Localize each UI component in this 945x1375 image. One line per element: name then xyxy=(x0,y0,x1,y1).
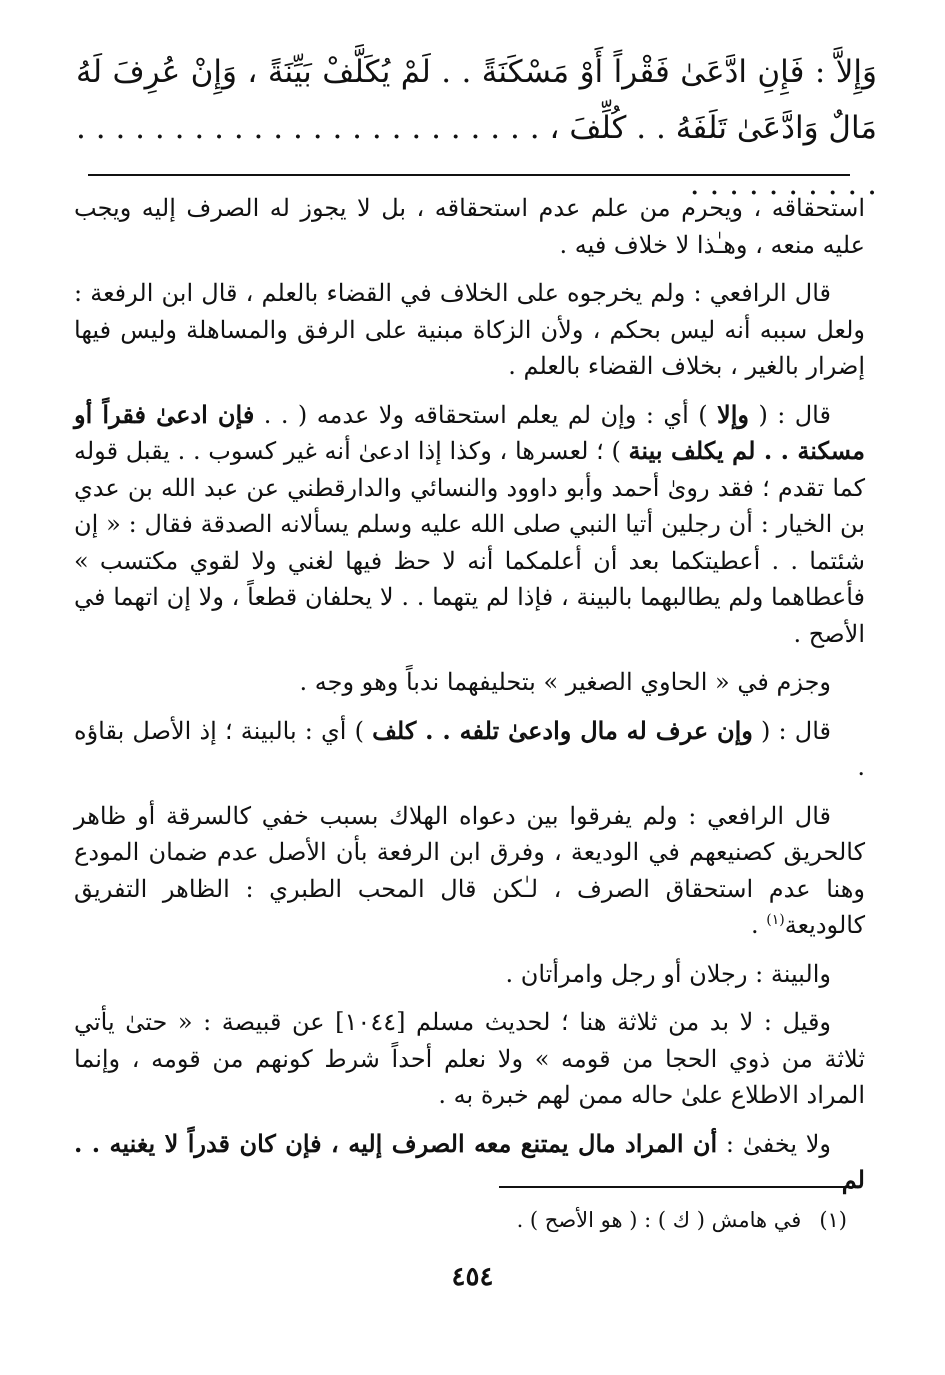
paragraph-3-text-2: ) ؛ لعسرها ، وكذا إذا ادعىٰ أنه غير كسوب . . يقبل قوله كما تقدم ؛ فقد روىٰ أحمد وأبو داوود والنسائي والدارقطني عن عبد الله بن عدي بن الخيار : أن رجلين أتيا النبي صلى الله عليه وسلم يسألانه الصدقة فقال : « إن شئتما . . أعطيتكما بعد أن أعلمكما أنه لا حظ فيها لغني ولا لقوي مكتسب » فأعطاهما ولم يطالبهما بالبينة ، فإذا لم يتهما . . لا يحلفان قطعاً ، ولا إن اتهما في الأصح . xyxy=(74,437,865,648)
commentary-paragraph-1: استحقاقه ، ويحرم من علم عدم استحقاقه ، بل لا يجوز له الصرف إليه ويجب عليه منعه ، وهـٰذا لا خلاف فيه . xyxy=(74,194,865,259)
commentary-paragraph-5 xyxy=(74,713,865,786)
quoted-matn-2: فإن ادعىٰ فقراً أو مسكنة . . لم يكلف بينة xyxy=(74,399,865,465)
paragraph-6-end: . xyxy=(751,911,767,939)
footnote-reference: (١) xyxy=(766,912,785,928)
commentary-paragraph-4: وجزم في « الحاوي الصغير » بتحليفهما ندباً وهو وجه . xyxy=(299,668,831,696)
footnote-number: (١) xyxy=(819,1208,847,1232)
header-divider xyxy=(88,174,850,176)
commentary-paragraph-7: والبينة : رجلان أو رجل وامرأتان . xyxy=(505,959,831,988)
commentary-paragraph-3 xyxy=(74,397,865,653)
footnote-text: في هامش ( ك ) : ( هو الأصح ) . xyxy=(516,1208,802,1232)
commentary-paragraph-6 xyxy=(74,798,865,944)
paragraph-9-intro: ولا يخفىٰ : xyxy=(725,1129,831,1158)
commentary-paragraph-2: قال الرافعي : ولم يخرجوه على الخلاف في القضاء بالعلم ، قال ابن الرفعة : ولعل سببه أنه ليس بحكم ، ولأن الزكاة مبنية على الرفق والمساهلة وليس فيها إضرار بالغير ، بخلاف القضاء بالعلم . xyxy=(74,279,866,380)
page-number: ٤٥٤ xyxy=(451,1262,494,1292)
quoted-matn-4: أن المراد مال يمتنع معه الصرف إليه ، فإن كان قدراً لا يغنيه . . لم xyxy=(74,1128,865,1194)
quoted-matn-1: وإلا xyxy=(717,399,749,429)
paragraph-5-text: ) أي : بالبينة ؛ إذ الأصل بقاؤه . xyxy=(74,716,865,781)
footnote-divider xyxy=(499,1186,849,1188)
paragraph-3-intro: قال : ( xyxy=(758,400,831,429)
paragraph-5-intro: قال : ( xyxy=(761,716,831,745)
paragraph-6-text: قال الرافعي : ولم يفرقوا بين دعواه الهلاك بسبب خفي كالسرقة أو ظاهر كالحريق كصنيعهم في الوديعة ، وفرق ابن الرفعة بأن الأصل عدم ضمان المودع وهنا عدم استحقاق الصرف ، لـٰكن قال المحب الطبري : الظاهر التفريق كالوديعة xyxy=(74,801,865,939)
matn-text: وَإِلاَّ : فَإِنِ ادَّعَىٰ فَقْراً أَوْ مَسْكَنَةً . . لَمْ يُكَلَّفْ بَيِّنَةً ، وَإِنْ عُرِفَ لَهُ مَالٌ وَادَّعَىٰ تَلَفَهُ . . كُلِّفَ ، . . . . . . . . . . . . . . . . . . . . . . . . . . . . . . . . . . xyxy=(76,54,877,202)
commentary-paragraph-8: وقيل : لا بد من ثلاثة هنا ؛ لحديث مسلم [١٠٤٤] عن قبيصة : « حتىٰ يأتي ثلاثة من ذوي الحجا من قومه » ولا نعلم أحداً شرط كونهم من قومه ، وإنما المراد الاطلاع علىٰ حاله ممن لهم خبرة به . xyxy=(74,1008,865,1109)
footnote xyxy=(80,1205,847,1235)
quoted-matn-3: وإن عرف له مال وادعىٰ تلفه . . كلف xyxy=(372,715,753,745)
commentary-body xyxy=(74,190,865,1211)
paragraph-3-text-1: ) أي : وإن لم يعلم استحقاقه ولا عدمه ( . . xyxy=(263,400,708,429)
